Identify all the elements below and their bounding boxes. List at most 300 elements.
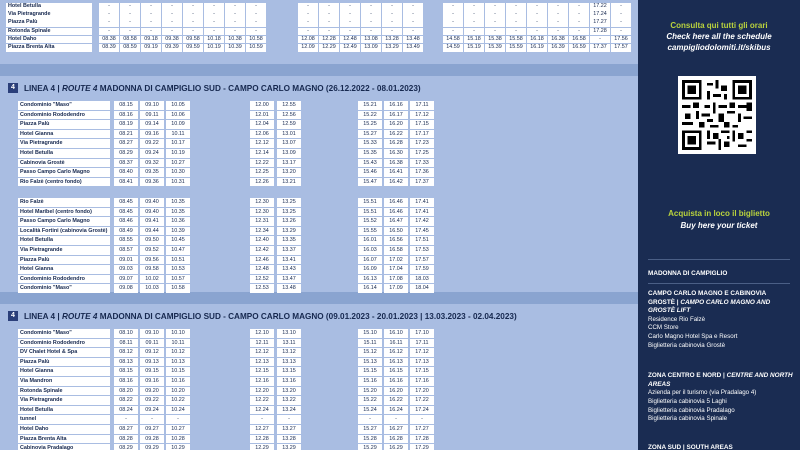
time-cell: 12.01 [250, 111, 274, 120]
stop-name: Rotonda Spinale [6, 28, 92, 36]
time-cell: 16.12 [384, 348, 408, 357]
time-cell: 16.10 [384, 329, 408, 338]
time-cell: - [464, 28, 484, 36]
time-cell: 12.49 [340, 44, 360, 52]
time-cell: 12.29 [250, 444, 274, 450]
time-cell: 10.35 [166, 208, 190, 217]
time-cell: 17.29 [410, 444, 434, 450]
time-cell: - [527, 11, 547, 19]
time-cell: - [611, 28, 631, 36]
time-cell: - [527, 28, 547, 36]
time-cell: - [166, 415, 190, 424]
buy-label-it: Acquista in loco il biglietto [668, 209, 770, 218]
consult-label-en: Check here all the schedule [666, 32, 772, 41]
stop-name: Piazza Palù [6, 19, 92, 27]
time-cell: 17.41 [410, 198, 434, 207]
time-cell: 13.22 [277, 396, 301, 405]
time-cell: 09.24 [140, 406, 164, 415]
time-cell: 16.07 [358, 256, 382, 265]
time-cell: 17.42 [410, 217, 434, 226]
time-cell: 17.27 [590, 19, 610, 27]
time-cell: 09.19 [141, 44, 161, 52]
time-cell: - [298, 28, 318, 36]
time-cell: 09.59 [183, 44, 203, 52]
stop-name: Cabinovia Pradalago [18, 444, 110, 450]
time-cell: 10.28 [166, 435, 190, 444]
time-cell: 16.42 [384, 178, 408, 187]
time-cell: 13.49 [403, 44, 423, 52]
time-cell: 13.10 [277, 329, 301, 338]
time-cell: 12.52 [250, 275, 274, 284]
time-cell: 12.31 [250, 217, 274, 226]
time-cell: 16.19 [527, 44, 547, 52]
time-cell: 13.15 [277, 367, 301, 376]
time-cell: 10.17 [166, 139, 190, 148]
time-cell: - [183, 28, 203, 36]
section-title: LINEA 4 | ROUTE 4 MADONNA DI CAMPIGLIO SUD - CAMPO CARLO MAGNO (09.01.2023 - 20.01.2023 | 13.03.2023 - 02.04.2023) [24, 311, 517, 321]
time-cell: 08.37 [114, 159, 138, 168]
time-cell: 15.39 [485, 44, 505, 52]
time-cell: 09.50 [140, 236, 164, 245]
time-cell: 13.21 [277, 178, 301, 187]
time-cell: 15.51 [358, 208, 382, 217]
time-cell: - [225, 3, 245, 11]
time-cell: 08.46 [114, 217, 138, 226]
time-cell: 08.10 [114, 329, 138, 338]
time-cell: 12.28 [250, 435, 274, 444]
time-cell: 15.51 [358, 198, 382, 207]
time-cell: 10.59 [246, 44, 266, 52]
time-cell: - [403, 3, 423, 11]
stop-name: Via Pietragrande [6, 11, 92, 19]
time-cell: 16.28 [384, 139, 408, 148]
time-cell: 15.16 [358, 377, 382, 386]
ticket-info [638, 208, 800, 232]
time-cell: 17.10 [410, 329, 434, 338]
stop-name: Hotel Betulla [18, 149, 110, 158]
stop-name: DV Chalet Hotel & Spa [18, 348, 110, 357]
time-cell: 12.22 [250, 396, 274, 405]
time-cell: 09.16 [140, 377, 164, 386]
time-cell: 15.25 [358, 120, 382, 129]
time-cell: 17.15 [410, 120, 434, 129]
time-cell: 09.14 [140, 120, 164, 129]
stop-name: Hotel Maribel (centro fondo) [18, 208, 110, 217]
time-cell: 12.06 [250, 130, 274, 139]
line-badge: 4 [8, 83, 18, 93]
time-cell: 12.15 [250, 367, 274, 376]
time-cell: 08.57 [114, 246, 138, 255]
time-cell: 09.10 [140, 329, 164, 338]
time-cell: 08.45 [114, 198, 138, 207]
area-heading: ZONA CENTRO E NORD | CENTRE AND NORTH AREAS [648, 372, 793, 388]
stop-name: Località Fortini (cabinovia Grostè) [18, 227, 110, 236]
time-cell: - [590, 36, 610, 44]
time-cell: - [319, 28, 339, 36]
stop-name: Hotel Betulla [18, 236, 110, 245]
time-cell: 09.40 [140, 208, 164, 217]
time-cell: 10.16 [166, 377, 190, 386]
time-cell: 16.56 [384, 236, 408, 245]
time-cell: 12.40 [250, 236, 274, 245]
time-cell: 17.22 [410, 396, 434, 405]
time-cell: - [204, 28, 224, 36]
time-cell: 12.09 [298, 44, 318, 52]
time-cell: 17.56 [611, 36, 631, 44]
time-cell: 12.34 [250, 227, 274, 236]
time-cell: - [403, 28, 423, 36]
time-cell: 09.15 [140, 367, 164, 376]
time-cell: - [464, 3, 484, 11]
time-cell: 15.19 [464, 44, 484, 52]
time-cell: 16.01 [358, 236, 382, 245]
time-cell: 16.41 [384, 168, 408, 177]
time-cell: 10.31 [166, 178, 190, 187]
time-cell: 10.51 [166, 256, 190, 265]
time-cell: - [141, 3, 161, 11]
time-cell: 12.56 [277, 111, 301, 120]
time-cell: 15.24 [358, 406, 382, 415]
time-cell: - [410, 415, 434, 424]
time-cell: 16.58 [384, 246, 408, 255]
time-cell: 16.14 [358, 284, 382, 293]
time-cell: 10.06 [166, 111, 190, 120]
time-cell: 08.24 [114, 406, 138, 415]
time-cell: - [548, 3, 568, 11]
time-cell: 13.20 [277, 168, 301, 177]
ticket-point-item: Residence Rio Falzè [648, 315, 706, 323]
qr-code-icon [682, 80, 752, 150]
time-cell: - [611, 11, 631, 19]
time-cell: 17.53 [410, 246, 434, 255]
time-cell: 12.11 [250, 339, 274, 348]
time-cell: 09.11 [140, 111, 164, 120]
time-cell: 09.22 [140, 139, 164, 148]
time-cell: - [183, 3, 203, 11]
time-cell: 15.46 [358, 168, 382, 177]
time-cell: 12.55 [277, 101, 301, 110]
time-cell: 10.11 [166, 130, 190, 139]
time-cell: - [141, 19, 161, 27]
time-cell: 15.59 [506, 44, 526, 52]
time-cell: 10.02 [140, 275, 164, 284]
time-cell: 15.27 [358, 130, 382, 139]
time-cell: 17.15 [410, 367, 434, 376]
time-cell: 15.43 [358, 159, 382, 168]
time-cell: 09.39 [162, 44, 182, 52]
time-cell: 15.11 [358, 339, 382, 348]
stop-name: Hotel Betulla [18, 406, 110, 415]
time-cell: - [246, 11, 266, 19]
stop-name: Cabinovia Grostè [18, 159, 110, 168]
ticket-point-item: Carlo Magno Hotel Spa e Resort [648, 333, 738, 341]
time-cell: 17.24 [590, 11, 610, 19]
ticket-point-item: CCM Store [648, 324, 679, 332]
time-cell: 08.22 [114, 396, 138, 405]
time-cell: 10.58 [246, 36, 266, 44]
time-cell: 09.16 [140, 130, 164, 139]
time-cell: 13.26 [277, 217, 301, 226]
time-cell: - [361, 11, 381, 19]
time-cell: 16.30 [384, 149, 408, 158]
time-cell: 12.28 [319, 36, 339, 44]
time-cell: 13.13 [277, 358, 301, 367]
time-cell: - [361, 19, 381, 27]
time-cell: 16.38 [384, 159, 408, 168]
time-cell: - [382, 19, 402, 27]
time-cell: - [120, 11, 140, 19]
time-cell: 13.25 [277, 198, 301, 207]
time-cell: 12.46 [250, 256, 274, 265]
time-cell: - [485, 28, 505, 36]
time-cell: - [443, 28, 463, 36]
time-cell: - [141, 11, 161, 19]
time-cell: 17.09 [384, 284, 408, 293]
time-cell: 17.59 [410, 265, 434, 274]
stop-name: Passo Campo Carlo Magno [18, 217, 110, 226]
stop-name: Via Mandron [18, 377, 110, 386]
time-cell: 08.13 [114, 358, 138, 367]
time-cell: - [114, 415, 138, 424]
time-cell: 16.46 [384, 198, 408, 207]
time-cell: 17.33 [410, 159, 434, 168]
time-cell: 08.39 [99, 44, 119, 52]
time-cell: 15.28 [358, 435, 382, 444]
time-cell: 10.13 [166, 358, 190, 367]
time-cell: 12.14 [250, 149, 274, 158]
time-cell: - [527, 19, 547, 27]
area-heading: CAMPO CARLO MAGNO E CABINOVIA GROSTÈ | CAMPO CARLO MAGNO AND GROSTÈ LIFT [648, 290, 771, 314]
time-cell: 09.52 [140, 246, 164, 255]
time-cell: 16.50 [384, 227, 408, 236]
schedule-info [638, 20, 800, 54]
time-cell: - [485, 19, 505, 27]
time-cell: 09.18 [141, 36, 161, 44]
time-cell: 10.57 [166, 275, 190, 284]
time-cell: - [361, 3, 381, 11]
time-cell: 09.38 [162, 36, 182, 44]
time-cell: 16.13 [384, 358, 408, 367]
time-cell: 16.15 [384, 367, 408, 376]
time-cell: 17.16 [410, 377, 434, 386]
time-cell: 09.12 [140, 348, 164, 357]
stop-name: Condominio Rododendro [18, 339, 110, 348]
time-cell: - [183, 11, 203, 19]
time-cell: 10.19 [204, 44, 224, 52]
time-cell: 16.17 [384, 111, 408, 120]
time-cell: 13.35 [277, 236, 301, 245]
time-cell: 13.08 [361, 36, 381, 44]
time-cell: 08.15 [114, 101, 138, 110]
time-cell: 08.49 [114, 227, 138, 236]
stop-name: Rotonda Spinale [18, 387, 110, 396]
time-cell: 09.58 [140, 265, 164, 274]
time-cell: 13.29 [277, 444, 301, 450]
area-south [648, 444, 794, 450]
time-cell: 12.48 [340, 36, 360, 44]
time-cell: 17.25 [410, 149, 434, 158]
time-cell: 15.20 [358, 387, 382, 396]
time-cell: 10.29 [166, 444, 190, 450]
time-cell: 17.20 [410, 387, 434, 396]
time-cell: 10.11 [166, 339, 190, 348]
time-cell: - [298, 11, 318, 19]
time-cell: 08.19 [114, 120, 138, 129]
time-cell: 17.12 [410, 348, 434, 357]
time-cell: 10.22 [166, 396, 190, 405]
time-cell: 15.13 [358, 358, 382, 367]
time-cell: - [611, 3, 631, 11]
time-cell: 08.11 [114, 339, 138, 348]
stop-name: Via Pietragrande [18, 139, 110, 148]
time-cell: 17.13 [410, 358, 434, 367]
time-cell: 12.26 [250, 178, 274, 187]
stop-name: Hotel Betulla [6, 3, 92, 11]
time-cell: - [569, 28, 589, 36]
time-cell: 12.29 [319, 44, 339, 52]
time-cell: - [548, 28, 568, 36]
stop-name: Hotel Gianna [18, 130, 110, 139]
divider [648, 259, 790, 260]
time-cell: - [298, 3, 318, 11]
time-cell: - [361, 28, 381, 36]
time-cell: 17.57 [611, 44, 631, 52]
time-cell: 15.12 [358, 348, 382, 357]
time-cell: 17.12 [410, 111, 434, 120]
time-cell: 10.45 [166, 236, 190, 245]
time-cell: - [506, 28, 526, 36]
time-cell: 10.47 [166, 246, 190, 255]
time-cell: 13.43 [277, 265, 301, 274]
time-cell: 16.29 [384, 444, 408, 450]
stop-name: Passo Campo Carlo Magno [18, 168, 110, 177]
time-cell: 18.04 [410, 284, 434, 293]
section-header [8, 310, 517, 322]
time-cell: 12.04 [250, 120, 274, 129]
time-cell: - [384, 415, 408, 424]
time-cell: 10.58 [166, 284, 190, 293]
time-cell: - [319, 19, 339, 27]
time-cell: 09.44 [140, 227, 164, 236]
time-cell: 13.28 [382, 36, 402, 44]
time-cell: 12.13 [250, 358, 274, 367]
time-cell: - [464, 19, 484, 27]
time-cell: - [506, 3, 526, 11]
buy-label-en: Buy here your ticket [680, 221, 758, 230]
time-cell: 13.29 [277, 227, 301, 236]
time-cell: 09.41 [140, 217, 164, 226]
time-cell: 10.18 [204, 36, 224, 44]
schedule-url[interactable]: campigliodolomiti.it/skibus [667, 43, 771, 52]
time-cell: - [358, 415, 382, 424]
stop-name: Via Pietragrande [18, 246, 110, 255]
time-cell: 12.27 [250, 425, 274, 434]
stop-name: Piazza Palù [18, 358, 110, 367]
time-cell: - [277, 415, 301, 424]
time-cell: - [403, 11, 423, 19]
time-cell: - [319, 11, 339, 19]
time-cell: 09.22 [140, 396, 164, 405]
time-cell: 10.09 [166, 120, 190, 129]
time-cell: 15.35 [358, 149, 382, 158]
line-badge: 4 [8, 311, 18, 321]
time-cell: 12.53 [250, 284, 274, 293]
divider [648, 283, 790, 284]
section-title: LINEA 4 | ROUTE 4 MADONNA DI CAMPIGLIO SUD - CAMPO CARLO MAGNO (26.12.2022 - 08.01.2023) [24, 83, 421, 93]
time-cell: - [204, 19, 224, 27]
time-cell: 16.03 [358, 246, 382, 255]
time-cell: - [340, 3, 360, 11]
time-cell: 17.37 [410, 178, 434, 187]
qr-code[interactable] [678, 76, 756, 154]
time-cell: - [319, 3, 339, 11]
time-cell: 13.11 [277, 339, 301, 348]
ticket-point-item: Biglietteria cabinovia 5 Laghi [648, 397, 727, 405]
time-cell: 09.40 [140, 198, 164, 207]
time-cell: 09.32 [140, 159, 164, 168]
stop-name: Piazza Brenta Alta [18, 435, 110, 444]
time-cell: - [225, 28, 245, 36]
time-cell: - [99, 3, 119, 11]
stop-name: Condominio "Maso" [18, 329, 110, 338]
stop-name: tunnel [18, 415, 110, 424]
time-cell: - [443, 3, 463, 11]
time-cell: 10.24 [166, 406, 190, 415]
time-cell: - [225, 19, 245, 27]
time-cell: 08.45 [114, 208, 138, 217]
consult-label-it: Consulta qui tutti gli orari [670, 21, 768, 30]
time-cell: 17.57 [410, 256, 434, 265]
time-cell: 16.22 [384, 130, 408, 139]
time-cell: - [506, 11, 526, 19]
time-cell: - [527, 3, 547, 11]
time-cell: 08.27 [114, 139, 138, 148]
time-cell: 15.18 [464, 36, 484, 44]
time-cell: 17.28 [590, 28, 610, 36]
time-cell: 15.33 [358, 139, 382, 148]
time-cell: - [120, 28, 140, 36]
time-cell: 13.20 [277, 387, 301, 396]
time-cell: 08.12 [114, 348, 138, 357]
stop-name: Via Pietragrande [18, 396, 110, 405]
time-cell: 16.39 [548, 44, 568, 52]
time-cell: 10.39 [166, 227, 190, 236]
stop-name: Condominio "Maso" [18, 101, 110, 110]
time-cell: 08.40 [114, 168, 138, 177]
time-cell: 08.55 [114, 236, 138, 245]
time-cell: 12.12 [250, 348, 274, 357]
time-cell: 10.19 [166, 149, 190, 158]
time-cell: 17.11 [410, 101, 434, 110]
time-cell: 17.22 [590, 3, 610, 11]
time-cell: 08.16 [114, 111, 138, 120]
time-cell: 09.58 [183, 36, 203, 44]
time-cell: 09.27 [140, 425, 164, 434]
time-cell: 10.30 [166, 168, 190, 177]
time-cell: 09.03 [114, 265, 138, 274]
time-cell: 12.22 [250, 159, 274, 168]
time-cell: - [99, 11, 119, 19]
time-cell: - [485, 11, 505, 19]
time-cell: 13.41 [277, 256, 301, 265]
time-cell: 08.15 [114, 367, 138, 376]
time-cell: 08.28 [114, 435, 138, 444]
time-cell: - [99, 28, 119, 36]
time-cell: 13.48 [403, 36, 423, 44]
time-cell: 08.59 [120, 44, 140, 52]
time-cell: 10.20 [166, 387, 190, 396]
time-cell: - [99, 19, 119, 27]
